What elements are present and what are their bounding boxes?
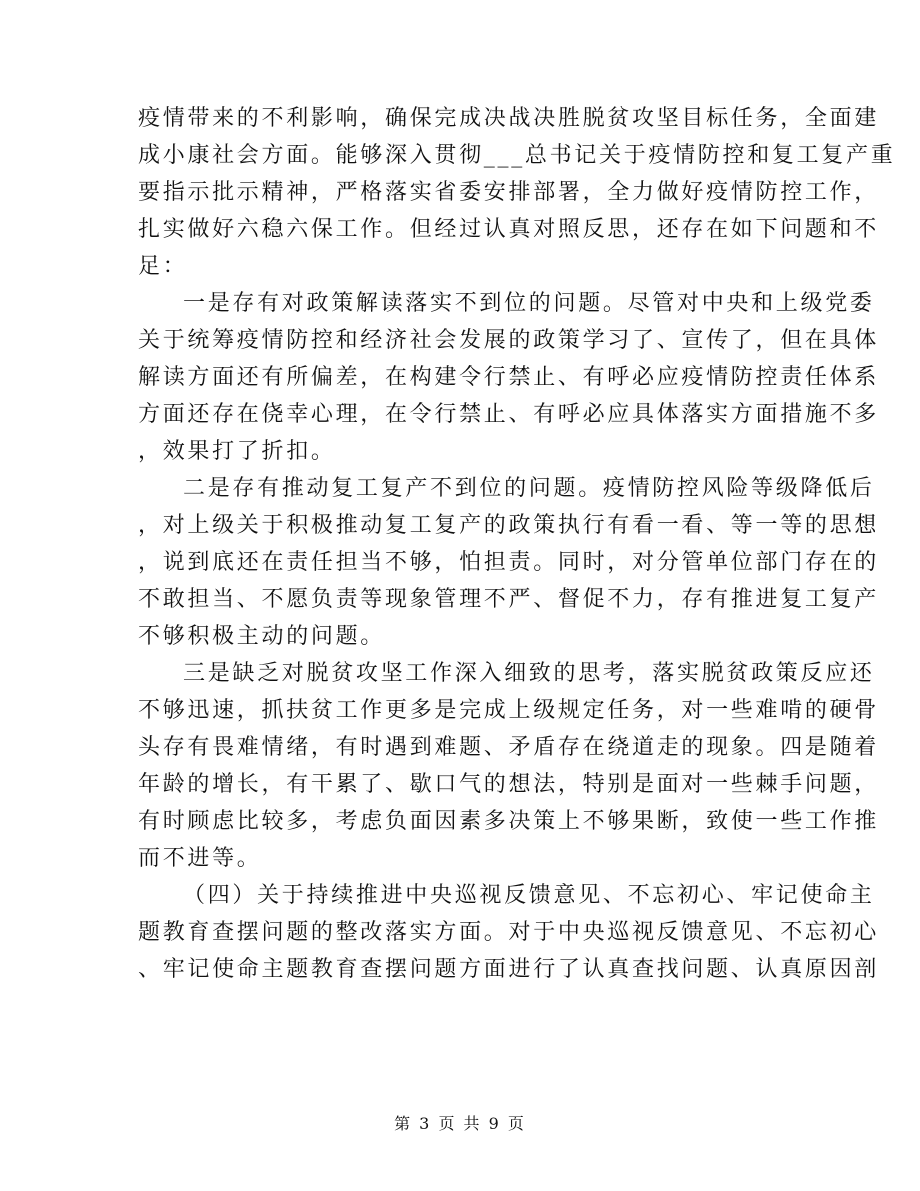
- text-line: 不敢担当、不愿负责等现象管理不严、督促不力，存有推进复工复产: [138, 587, 880, 612]
- text-line: ，说到底还在责任担当不够，怕担责。同时，对分管单位部门存在的: [138, 550, 880, 575]
- text-line: 不够迅速，抓扶贫工作更多是完成上级规定任务，对一些难啃的硬骨: [138, 698, 880, 723]
- text-line: 有时顾虑比较多，考虑负面因素多决策上不够果断，致使一些工作推: [138, 809, 880, 834]
- text-line: 足：: [138, 254, 188, 279]
- text-line: 扎实做好六稳六保工作。但经过认真对照反思，还存在如下问题和不: [138, 217, 880, 242]
- paragraph-start-line: 一是存有对政策解读落实不到位的问题。尽管对中央和上级党委: [183, 291, 875, 316]
- text-line: 成小康社会方面。能够深入贯彻___总书记关于疫情防控和复工复产重: [138, 143, 896, 168]
- text-line: 方面还存在侥幸心理，在令行禁止、有呼必应具体落实方面措施不多: [138, 402, 880, 427]
- text-line: ，效果打了折扣。: [138, 439, 336, 464]
- text-line: 解读方面还有所偏差，在构建令行禁止、有呼必应疫情防控责任体系: [138, 365, 880, 390]
- text-line: 要指示批示精神，严格落实省委安排部署，全力做好疫情防控工作，: [138, 180, 880, 205]
- text-line: 年龄的增长，有干累了、歇口气的想法，特别是面对一些棘手问题，: [138, 772, 880, 797]
- text-line: 疫情带来的不利影响，确保完成决战决胜脱贫攻坚目标任务，全面建: [138, 106, 880, 131]
- page-number-footer: 第 3 页 共 9 页: [394, 1114, 526, 1133]
- document-body: [138, 100, 896, 988]
- text-line: 不够积极主动的问题。: [138, 624, 386, 649]
- text-line: 头存有畏难情绪，有时遇到难题、矛盾存在绕道走的现象。四是随着: [138, 735, 880, 760]
- text-line: 关于统筹疫情防控和经济社会发展的政策学习了、宣传了，但在具体: [138, 328, 880, 353]
- paragraph-start-line: 三是缺乏对脱贫攻坚工作深入细致的思考，落实脱贫政策反应还: [183, 661, 875, 686]
- paragraph-start-line: （四）关于持续推进中央巡视反馈意见、不忘初心、牢记使命主: [183, 883, 875, 908]
- paragraph-start-line: 二是存有推动复工复产不到位的问题。疫情防控风险等级降低后: [183, 476, 875, 501]
- text-line: 题教育查摆问题的整改落实方面。对于中央巡视反馈意见、不忘初心: [138, 920, 880, 945]
- text-line: ，对上级关于积极推动复工复产的政策执行有看一看、等一等的思想: [138, 513, 880, 538]
- text-line: 、牢记使命主题教育查摆问题方面进行了认真查找问题、认真原因剖: [138, 957, 880, 982]
- text-line: 而不进等。: [138, 846, 262, 871]
